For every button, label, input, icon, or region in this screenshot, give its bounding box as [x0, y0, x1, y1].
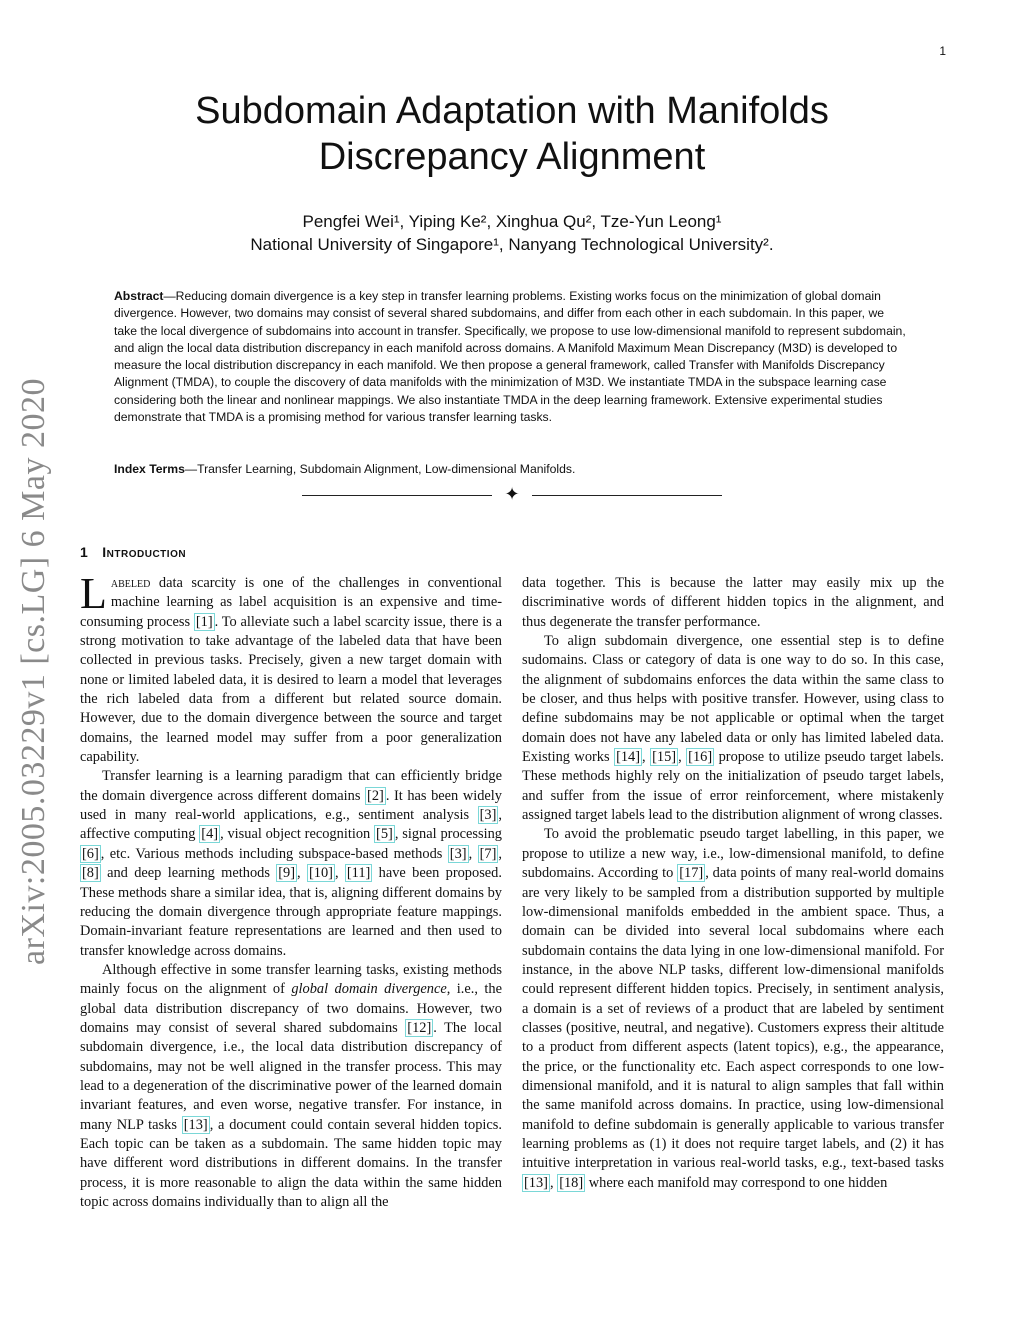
section-number: 1 [80, 544, 89, 560]
paper-title [0, 88, 1024, 180]
divider-line-left [302, 495, 492, 496]
intro-paragraph-2: Transfer learning is a learning paradigm that can efficiently bridge the domain divergence across different domains [2] . It has been widely used in many real-world applications, e.g., sentiment analysis [3] , affective computing [4] , visual object recognition [5] , signal processing [6] , etc. Various methods including subspace-based methods [3] , [7] , [8] and deep learning methods [9] , [10] , [11] have been proposed. These methods share a similar idea, that is, aligning different domains by reducing the domain divergence through appropriate feature mappings. Domain-invariant feature representations are learned and then used to transfer knowledge across domains. [80, 768, 502, 959]
citation-link[interactable]: [18] [559, 1174, 584, 1191]
citation-link[interactable]: [1] [195, 613, 213, 630]
citation-link[interactable]: [11] [346, 865, 371, 882]
abstract-text: —Reducing domain divergence is a key step in transfer learning problems. Existing works focus on the minimization of global domain divergence. However, two domains may consist of several shared subdomains, and differ from each other in each subdomain. In this paper, we take the local divergence of subdomains into account in transfer. Specifically, we propose to use low-dimensional manifold to represent subdomain, and align the local data distribution discrepancy in each manifold across domains. A Manifold Maximum Mean Discrepancy (M3D) is developed to measure the local distribution discrepancy in each manifold. We then propose a general framework, called Transfer with Manifolds Discrepancy Alignment (TMDA), to couple the discovery of data manifolds with the minimization of M3D. We instantiate TMDA in the subspace learning case considering both the linear and nonlinear mappings. We also instantiate TMDA in the deep learning framework. Extensive experimental studies demonstrate that TMDA is a promising method for various transfer learning tasks. [114, 289, 906, 425]
citation-link[interactable]: [8] [82, 865, 99, 882]
citation-link[interactable]: [14] [616, 749, 641, 766]
author-affiliations: National University of Singapore¹, Nanyang Technological University². [250, 235, 774, 254]
citation-link[interactable]: [13] [183, 1116, 208, 1133]
citation-link[interactable]: [5] [376, 826, 393, 843]
abstract-label: Abstract [114, 289, 164, 303]
section-title: Introduction [102, 544, 187, 560]
citation-link[interactable]: [7] [479, 845, 497, 862]
index-terms-label: Index Terms [114, 462, 185, 476]
author-names: Pengfei Wei¹, Yiping Ke², Xinghua Qu², Tze-Yun Leong¹ [302, 212, 722, 231]
citation-link[interactable]: [17] [679, 865, 704, 882]
citation-link[interactable]: [10] [308, 865, 333, 882]
citation-link[interactable]: [3] [449, 845, 467, 862]
left-column [80, 569, 503, 1212]
citation-link[interactable]: [16] [688, 749, 713, 766]
section-heading [80, 544, 186, 560]
citation-link[interactable]: [2] [367, 787, 384, 804]
citation-link[interactable]: [4] [201, 826, 219, 843]
right-column [522, 574, 944, 1193]
citation-link[interactable]: [9] [278, 865, 296, 882]
title-line-1: Subdomain Adaptation with Manifolds [195, 90, 829, 132]
divider-line-right [532, 495, 722, 496]
intro-paragraph-6: To avoid the problematic pseudo target labelling, in this paper, we propose to utilize a new way, i.e., low-dimensional manifold, to define subdomains. According to [17] , data points of many real-world domains are very likely to be sampled from a distribution supported by multiple low-dimensional manifolds embedded in the ambient space. Thus, a domain can be divided into several local subdomains where each subdomain contains the data lying in one low-dimensional manifold. For instance, in the above NLP tasks, different low-dimensional manifolds could represent different hidden topics. Precisely, in sentiment analysis, a domain is a set of reviews of a product that are labeled by sentiment classes (positive, neutral, and negative). Customers express their altitude to a product from different aspects (latent topics), e.g., the appearance, the price, or the functionality etc. Each aspect corresponds to one low-dimensional manifold, and it is natural to align samples that fall within the same manifold across domains. In practice, using low-dimensional manifold to define subdomain is generally applicable to various transfer learning problems as (1) it does not require target labels, and (2) it has intuitive interpretation in various real-world tasks, e.g., text-based tasks [13] , [18] where each manifold may correspond to one hidden [522, 826, 944, 1191]
citation-link[interactable]: [13] [524, 1174, 548, 1191]
dropcap-letter: L [80, 569, 107, 618]
intro-paragraph-3: Although effective in some transfer learning tasks, existing methods mainly focus on the alignment of global domain divergence, i.e., the global data distribution discrepancy of two domains. However, two domains may consist of several shared subdomains [12] . The local subdomain divergence, i.e., the local data distribution discrepancy of subdomains, may not be well aligned in the transfer process. This may lead to a degeneration of the discriminative power of the learned domain invariant features, and even worse, negative transfer. For instance, in many NLP tasks [13] , a document could contain several hidden topics. Each topic can be taken as a subdomain. The same hidden topic may have different word distributions in different domains. In the transfer process, it is more reasonable to align the data within the same hidden topic across domains individually than to align all the [80, 961, 503, 1210]
index-terms [114, 461, 910, 478]
citation-link[interactable]: [6] [82, 845, 99, 862]
intro-paragraph-1: Labeled data scarcity is one of the challenges in conventional machine learning as label acquisition is an expensive and time-consuming process [1] . To alleviate such a label scarcity issue, there is a strong motivation to take advantage of the labeled data that have been collected in previous tasks. Precisely, given a new target domain with none or limited labeled data, it is desired to learn a model that leverages the rich labeled data from a different but related source domain. However, due to the domain divergence between the source and target domains, the learned model may suffer from a poor generalization capability. [80, 569, 502, 766]
intro-paragraph-5: To align subdomain divergence, one essential step is to define sudomains. Class or category of data is one way to do so. In this case, the alignment of subdomains enforces the data within the same class to be closer, and thus helps with positive transfer. However, using class to define subdomains may be not applicable or optimal when the target domain does not have any labeled data or only has limited labeled data. Existing works [14] , [15] , [16] propose to utilize pseudo target labels. These methods highly rely on the initialization of pseudo target labels, and suffer from the issue of error reinforcement, where mistakenly assigned target labels lead to the distribution alignment of wrong classes. [522, 633, 945, 824]
abstract [114, 288, 910, 426]
citation-link[interactable]: [12] [407, 1019, 432, 1036]
arxiv-stamp: arXiv:2005.03229v1 [cs.LG] 6 May 2020 [15, 378, 52, 965]
divider-star-icon: ✦ [504, 484, 520, 505]
citation-link[interactable]: [3] [479, 807, 497, 824]
section-divider [302, 486, 722, 506]
page-number: 1 [939, 44, 946, 58]
index-terms-text: —Transfer Learning, Subdomain Alignment, Low-dimensional Manifolds. [184, 462, 576, 476]
author-block [0, 210, 1024, 256]
intro-paragraph-4: data together. This is because the latter may easily mix up the discriminative words of different hidden topics in the alignment, and thus degenerate the transfer performance. [522, 575, 944, 630]
title-line-2: Discrepancy Alignment [318, 136, 706, 178]
citation-link[interactable]: [15] [652, 749, 677, 766]
